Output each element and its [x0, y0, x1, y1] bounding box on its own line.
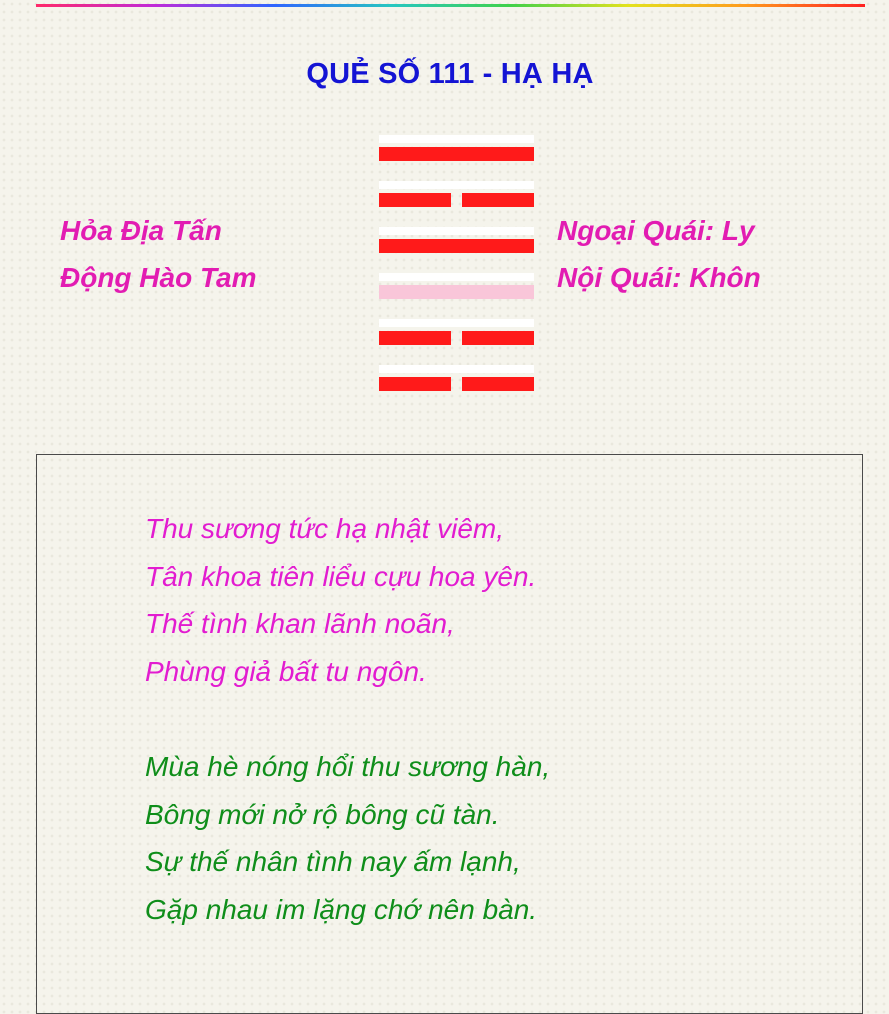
moving-line-label: Động Hào Tam	[60, 262, 257, 293]
hexagram-line-5	[379, 181, 534, 227]
translation-line: Gặp nhau im lặng chớ nên bàn.	[145, 893, 538, 925]
hexagram-line-2	[379, 319, 534, 365]
solid-line-bar	[379, 147, 534, 161]
hexagram-line-4	[379, 227, 534, 273]
hexagram-line-6	[379, 135, 534, 181]
verse-line: Tân khoa tiên liểu cựu hoa yên.	[145, 560, 537, 592]
hexagram-figure	[379, 135, 534, 411]
inner-trigram-label: Nội Quái: Khôn	[557, 262, 761, 293]
broken-line-left-bar	[379, 377, 451, 391]
verse-line: Thế tình khan lãnh noãn,	[145, 608, 455, 639]
page-title: QUẺ SỐ 111 - HẠ HẠ	[306, 58, 594, 90]
broken-line-right-bar	[462, 331, 534, 345]
moving-line-bar	[379, 285, 534, 299]
solid-line-bar	[379, 239, 534, 253]
poem-translation	[145, 743, 550, 933]
hexagram-line-1	[379, 365, 534, 411]
broken-line-right-bar	[462, 377, 534, 391]
translation-line: Mùa hè nóng hổi thu sương hàn,	[145, 751, 551, 782]
rainbow-divider	[36, 4, 865, 7]
outer-trigram-label: Ngoại Quái: Ly	[557, 215, 755, 246]
trigram-info-right	[557, 207, 761, 301]
verse-line: Phùng giả bất tu ngôn.	[145, 655, 427, 687]
translation-line: Bông mới nở rộ bông cũ tàn.	[145, 798, 500, 830]
verse-line: Thu sương tức hạ nhật viêm,	[145, 513, 505, 544]
translation-line: Sự thế nhân tình nay ấm lạnh,	[145, 846, 521, 877]
hexagram-line-3-moving	[379, 273, 534, 319]
broken-line-right-bar	[462, 193, 534, 207]
hexagram-info-left	[60, 207, 257, 301]
broken-line-left-bar	[379, 193, 451, 207]
hexagram-name: Hỏa Địa Tấn	[60, 215, 222, 246]
broken-line-left-bar	[379, 331, 451, 345]
poem-verse	[145, 505, 536, 695]
